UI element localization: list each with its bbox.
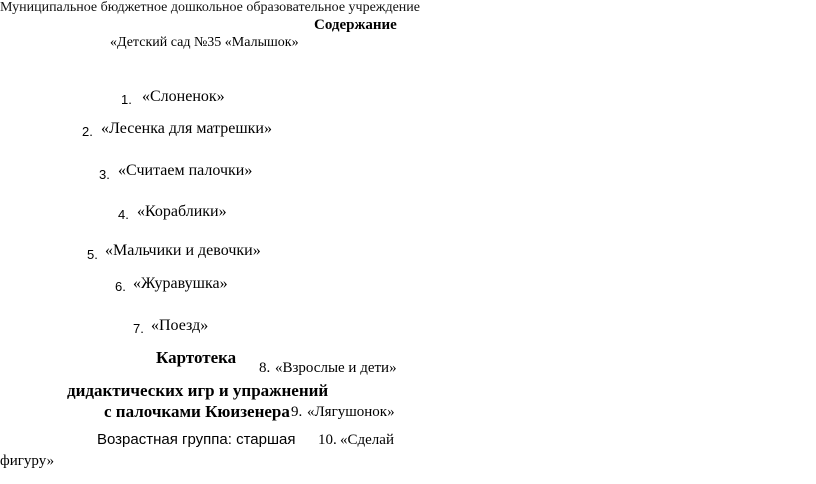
age-group: Возрастная группа: старшая — [97, 431, 296, 448]
item-number: 10. — [318, 432, 337, 448]
item-label: «Мальчики и девочки» — [105, 242, 261, 259]
item-label: «Взрослые и дети» — [275, 360, 397, 376]
item-number: 8. — [259, 360, 271, 376]
item-label: «Кораблики» — [137, 203, 227, 220]
item-number: 3. — [99, 167, 110, 182]
item-number: 2. — [82, 124, 93, 139]
item-number: 1. — [121, 92, 132, 107]
item-label: «Сделай — [340, 432, 394, 448]
item-label: «Слоненок» — [142, 88, 225, 105]
item-label: «Лягушонок» — [307, 404, 395, 420]
item-number: 9. — [291, 404, 303, 420]
item-label: «Считаем палочки» — [118, 162, 253, 179]
item-number: 7. — [133, 321, 144, 336]
institution-name: Муниципальное бюджетное дошкольное образовательное учреждение — [0, 0, 420, 15]
item-number: 6. — [115, 279, 126, 294]
cover-subtitle-2: с палочками Кюизенера — [104, 402, 290, 421]
item-number: 5. — [87, 247, 98, 262]
kindergarten-name: «Детский сад №35 «Малышок» — [110, 35, 299, 50]
item-number: 4. — [118, 207, 129, 222]
item-label: «Журавушка» — [133, 275, 228, 292]
cover-subtitle: дидактических игр и упражнений — [67, 381, 329, 400]
item-label-continuation: фигуру» — [0, 453, 55, 469]
contents-title: Содержание — [314, 17, 397, 33]
cover-title: Картотека — [156, 348, 237, 367]
item-label: «Лесенка для матрешки» — [101, 120, 272, 137]
item-label: «Поезд» — [151, 317, 209, 334]
